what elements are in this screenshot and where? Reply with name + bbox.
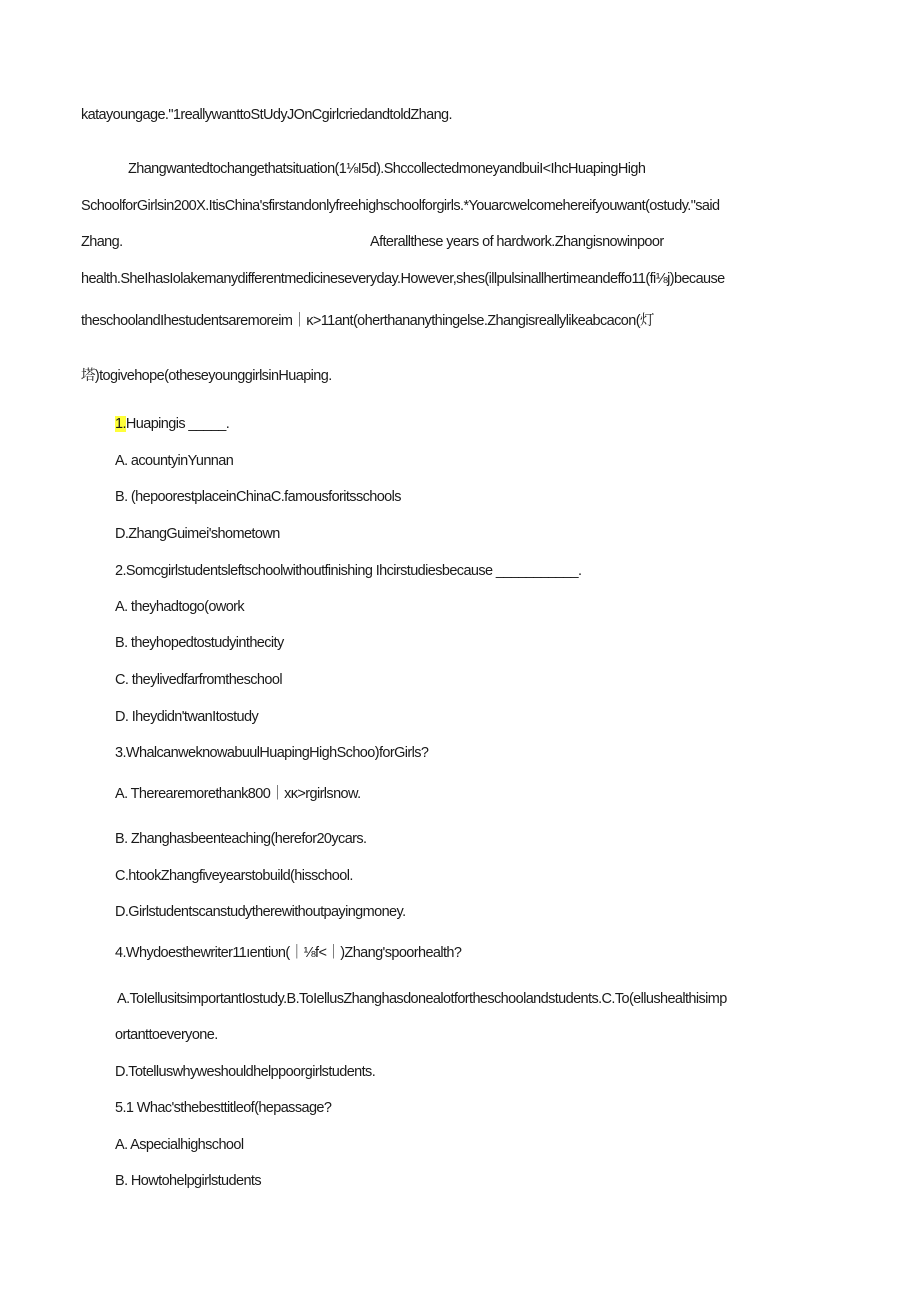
- question-5-option-a: A. Aspecialhighschool: [115, 1137, 244, 1153]
- question-1-number: 1.: [115, 416, 126, 432]
- question-4-options-line-1: A.ToIellusitsimportantIostudy.B.ToIellusZhanghasdonealotfortheschoolandstudents.C.To(ellushealthisimp: [117, 991, 727, 1007]
- passage-line-4a: Zhang.: [81, 234, 123, 250]
- question-1: [115, 415, 229, 433]
- question-2: 2.Somcgirlstudentsleftschoolwithoutfinishing Ihcirstudiesbecause ___________.: [115, 563, 582, 579]
- passage-line-6: theschoolandIhestudentsaremoreim｜κ>11ant(oherthananythingelse.Zhangisreallylikeabcacon(灯: [81, 313, 654, 329]
- question-1-option-b-c: B. (hepoorestplaceinChinaC.famousforitsschools: [115, 489, 401, 505]
- question-4: 4.Whydoesthewriter11ıentiυn(｜⅛f<｜)Zhang'spoorhealth?: [115, 945, 462, 961]
- question-1-option-a: A. acountyinYunnan: [115, 453, 234, 469]
- question-2-option-d: D. Iheydidn'twanItostudy: [115, 709, 259, 725]
- question-5: 5.1 Whac'sthebesttitleof(hepassage?: [115, 1100, 332, 1116]
- question-5-option-b: B. Howtohelpgirlstudents: [115, 1173, 261, 1189]
- question-4-option-d: D.Totelluswhyweshouldhelppoorgirlstudents.: [115, 1064, 376, 1080]
- question-3-option-a: A. Therearemorethank800｜xκ>rgirlsnow.: [115, 786, 361, 802]
- passage-line-7: 塔)togivehope(otheseyounggirlsinHuaping.: [81, 368, 332, 384]
- question-2-option-c: C. theylivedfarfromtheschool: [115, 672, 282, 688]
- question-3-option-b: B. Zhanghasbeenteaching(herefor20ycars.: [115, 831, 367, 847]
- question-1-text: Huapingis _____.: [125, 416, 230, 432]
- question-2-option-a: A. theyhadtogo(owork: [115, 599, 245, 615]
- passage-line-3: SchoolforGirlsin200X.ItisChina'sfirstandonlyfreehighschoolforgirls.*Youarcwelcomehereifyouwant(ostudy."said: [81, 198, 720, 214]
- passage-line-2: Zhangwantedtochangethatsituation(1⅛I5d).ShccollectedmoneyandbuiI<IhcHuapingHigh: [128, 161, 646, 177]
- question-1-option-d: D.ZhangGuimei'shometown: [115, 526, 280, 542]
- question-2-option-b: B. theyhopedtostudyinthecity: [115, 635, 284, 651]
- question-3-option-c: C.htookZhangfiveyearstobuild(hisschool.: [115, 868, 353, 884]
- question-3: 3.WhalcanweknowabuulHuapingHighSchoo)forGirls?: [115, 745, 429, 761]
- question-3-option-d: D.Girlstudentscanstudytherewithoutpayingmoney.: [115, 904, 406, 920]
- passage-line-1: katayoungage."1reallywanttoStUdyJOnCgirlcriedandtoldZhang.: [81, 107, 452, 123]
- passage-line-5: health.SheIhasIolakemanydifferentmedicineseveryday.However,shes(illpulsinallhertimeandeffo11(fi⅛j)because: [81, 271, 725, 287]
- question-4-options-line-2: ortanttoeveryone.: [115, 1027, 218, 1043]
- passage-line-4b: Afterallthese years of hardwork.Zhangisnowinpoor: [370, 234, 664, 250]
